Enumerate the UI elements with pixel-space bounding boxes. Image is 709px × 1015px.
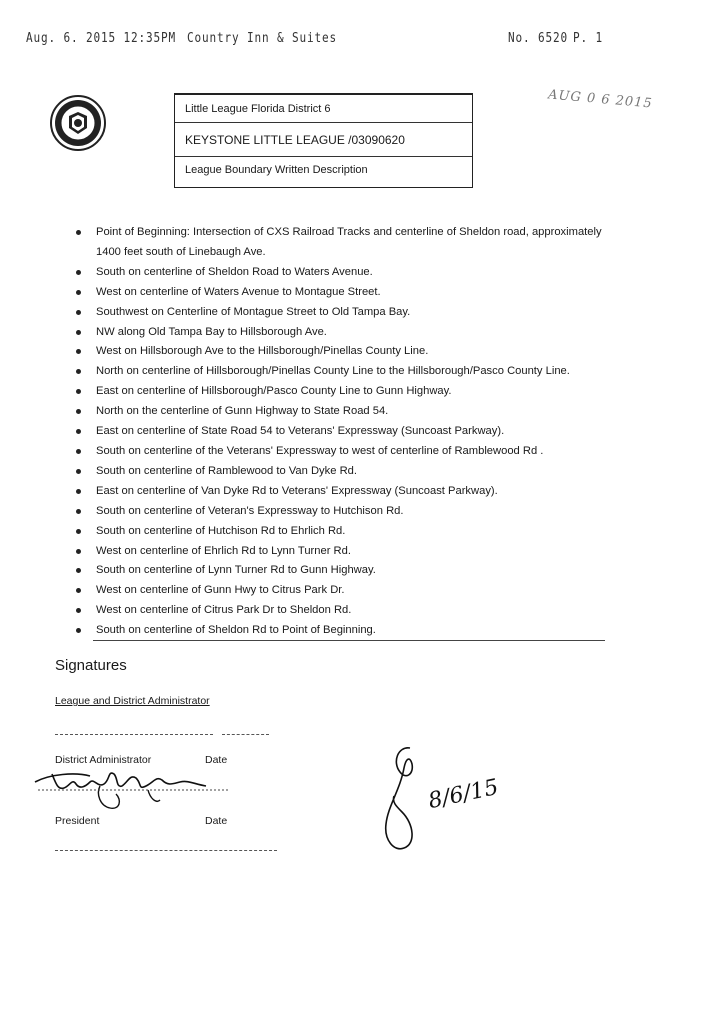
boundary-item: [76, 542, 616, 562]
bullet-icon: [76, 449, 81, 454]
bullet-icon: [76, 310, 81, 315]
district-administrator-label: District Administrator: [55, 754, 152, 766]
fax-number: No. 6520: [508, 31, 569, 46]
boundary-item-text: East on centerline of Hillsborough/Pasco County Line to Gunn Highway.: [96, 385, 452, 398]
fax-page: P. 1: [573, 31, 604, 46]
bullet-icon: [76, 489, 81, 494]
signatures-heading: Signatures: [55, 657, 127, 674]
boundary-item-text: South on centerline of Sheldon Road to Waters Avenue.: [96, 265, 373, 278]
president-signature-line: [55, 850, 277, 851]
boundary-item-text: East on centerline of Van Dyke Rd to Veterans' Expressway (Suncoast Parkway).: [96, 484, 498, 497]
boundary-item: [76, 422, 616, 442]
bullet-icon: [76, 509, 81, 514]
bullet-icon: [76, 230, 81, 235]
boundary-item-text: South on centerline of Veteran's Expressway to Hutchison Rd.: [96, 504, 404, 517]
boundary-item: [76, 561, 616, 581]
boundary-item: [76, 442, 616, 462]
date-label-president: Date: [205, 815, 228, 827]
administrator-section-label: League and District Administrator: [55, 695, 210, 707]
boundary-item-text: Point of Beginning: Intersection of CXS Railroad Tracks and centerline of Sheldon road, approximately 1400 feet south of Linebaugh Ave.: [96, 226, 602, 258]
boundary-item-text: NW along Old Tampa Bay to Hillsborough Ave.: [96, 325, 327, 338]
administrator-signature: [30, 760, 240, 820]
signature-line: [55, 734, 213, 735]
document-description: League Boundary Written Description: [185, 164, 368, 176]
boundary-item: [76, 303, 616, 323]
boundary-item-text: Southwest on Centerline of Montague Street to Old Tampa Bay.: [96, 305, 411, 318]
bullet-icon: [76, 409, 81, 414]
boundary-item: [76, 402, 616, 422]
fax-datetime: Aug. 6. 2015 12:35PM: [26, 31, 177, 46]
boundary-description-list: [76, 223, 616, 641]
bullet-icon: [76, 568, 81, 573]
boundary-item-text: West on centerline of Waters Avenue to Montague Street.: [96, 285, 381, 298]
bullet-icon: [76, 608, 81, 613]
boundary-item-text: West on centerline of Citrus Park Dr to Sheldon Rd.: [96, 604, 352, 617]
boundary-item: [76, 462, 616, 482]
bullet-icon: [76, 270, 81, 275]
boundary-item: [76, 482, 616, 502]
boundary-item: [76, 263, 616, 283]
bullet-icon: [76, 330, 81, 335]
boundary-item: [76, 522, 616, 542]
boundary-item-text: North on the centerline of Gunn Highway to State Road 54.: [96, 405, 389, 418]
bullet-icon: [76, 549, 81, 554]
boundary-item: [76, 601, 616, 621]
boundary-item-text: North on centerline of Hillsborough/Pinellas County Line to the Hillsborough/Pasco County Line.: [96, 365, 570, 378]
bullet-icon: [76, 429, 81, 434]
boundary-item: [76, 283, 616, 303]
boundary-item: [76, 581, 616, 601]
boundary-item: [76, 362, 616, 382]
boundary-item-text: South on centerline of Lynn Turner Rd to Gunn Highway.: [96, 564, 376, 577]
boundary-item: [76, 621, 616, 641]
league-name: KEYSTONE LITTLE LEAGUE /03090620: [185, 133, 405, 147]
bullet-icon: [76, 529, 81, 534]
president-label: President: [55, 815, 100, 827]
boundary-item: [76, 502, 616, 522]
boundary-item: [76, 323, 616, 343]
boundary-item-text: South on centerline of Sheldon Rd to Point of Beginning.: [96, 624, 376, 637]
handwritten-date: 8/6/15: [426, 774, 501, 815]
boundary-item: [76, 382, 616, 402]
bullet-icon: [76, 469, 81, 474]
league-header-box: [174, 93, 473, 188]
boundary-item-text: West on centerline of Gunn Hwy to Citrus Park Dr.: [96, 584, 345, 597]
boundary-item: [76, 223, 616, 263]
boundary-item-text: South on centerline of Ramblewood to Van Dyke Rd.: [96, 464, 357, 477]
bullet-icon: [76, 628, 81, 633]
district-name: Little League Florida District 6: [185, 103, 331, 115]
boundary-item-text: West on centerline of Ehrlich Rd to Lynn Turner Rd.: [96, 544, 351, 557]
bullet-icon: [76, 389, 81, 394]
little-league-logo-icon: [49, 94, 107, 152]
boundary-item-text: South on centerline of the Veterans' Expressway to west of centerline of Ramblewood Rd .: [96, 444, 544, 457]
bullet-icon: [76, 349, 81, 354]
divider: [93, 640, 605, 641]
received-date-stamp: AUG 0 6 2015: [547, 87, 654, 112]
bullet-icon: [76, 369, 81, 374]
boundary-item: [76, 342, 616, 362]
boundary-item-text: East on centerline of State Road 54 to Veterans' Expressway (Suncoast Parkway).: [96, 425, 505, 438]
date-line: [222, 734, 269, 735]
boundary-item-text: South on centerline of Hutchison Rd to Ehrlich Rd.: [96, 524, 346, 537]
bullet-icon: [76, 290, 81, 295]
bullet-icon: [76, 588, 81, 593]
fax-sender: Country Inn & Suites: [187, 31, 338, 46]
date-label: Date: [205, 754, 228, 766]
boundary-item-text: West on Hillsborough Ave to the Hillsborough/Pinellas County Line.: [96, 345, 429, 358]
